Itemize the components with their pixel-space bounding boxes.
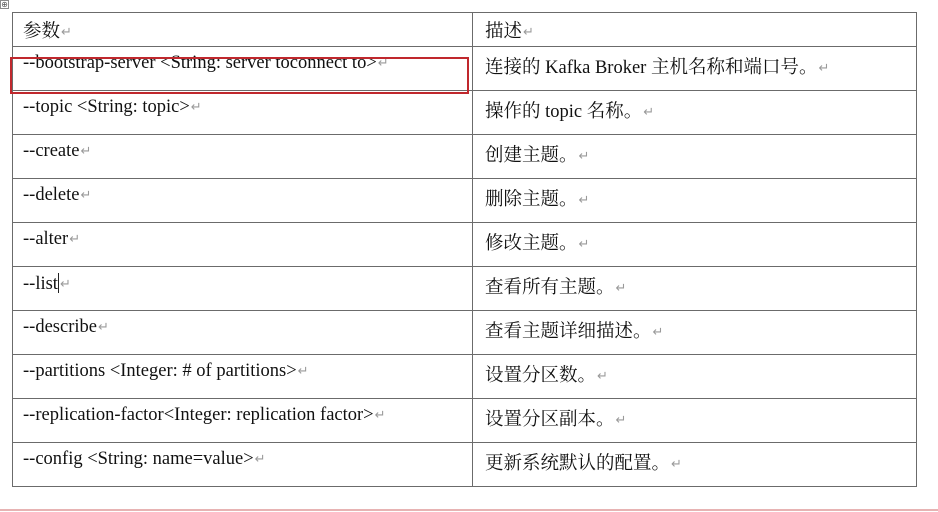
text-cursor	[58, 273, 59, 293]
desc-text: 删除主题。	[485, 190, 578, 210]
param-cell[interactable]	[13, 91, 473, 135]
desc-text: 创建主题。	[485, 146, 578, 166]
paragraph-mark-icon: ↵	[97, 320, 109, 335]
desc-cell[interactable]	[473, 267, 917, 311]
desc-cell[interactable]	[473, 91, 917, 135]
table-row	[13, 223, 917, 267]
param-cell[interactable]	[13, 443, 473, 487]
paragraph-mark-icon: ↵	[374, 408, 386, 423]
paragraph-mark-icon: ↵	[190, 100, 202, 115]
desc-text: 设置分区数。	[485, 366, 597, 386]
desc-cell[interactable]	[473, 443, 917, 487]
paragraph-mark-icon: ↵	[61, 25, 72, 40]
param-text: --describe	[23, 317, 97, 337]
param-cell[interactable]	[13, 223, 473, 267]
table-row	[13, 47, 917, 91]
header-cell-param[interactable]	[13, 13, 473, 47]
paragraph-mark-icon: ↵	[69, 232, 81, 247]
param-text: --delete	[23, 185, 80, 205]
param-text: --topic <String: topic>	[23, 97, 190, 117]
param-text: --create	[23, 141, 80, 161]
param-cell[interactable]	[13, 179, 473, 223]
param-cell[interactable]	[13, 47, 473, 91]
paragraph-mark-icon: ↵	[59, 277, 71, 292]
kafka-topics-parameter-table	[12, 12, 917, 487]
desc-cell[interactable]	[473, 311, 917, 355]
table-header-row	[13, 13, 917, 47]
desc-text: 查看所有主题。	[485, 278, 615, 298]
header-desc-text: 描述	[485, 22, 523, 42]
param-text: --partitions <Integer: # of partitions>	[23, 361, 297, 381]
paragraph-mark-icon: ↵	[578, 237, 590, 252]
paragraph-mark-icon: ↵	[80, 188, 92, 203]
table-row	[13, 443, 917, 487]
paragraph-mark-icon: ↵	[615, 413, 627, 428]
paragraph-mark-icon: ↵	[818, 61, 830, 76]
page-bottom-divider	[0, 509, 938, 511]
desc-cell[interactable]	[473, 179, 917, 223]
param-text: --bootstrap-server <String: server toconnect to>	[23, 53, 377, 73]
paragraph-mark-icon: ↵	[671, 457, 682, 472]
paragraph-mark-icon: ↵	[652, 325, 664, 340]
table-row	[13, 311, 917, 355]
param-text: --replication-factor<Integer: replication factor>	[23, 405, 374, 425]
param-cell[interactable]	[13, 399, 473, 443]
desc-cell[interactable]	[473, 223, 917, 267]
paragraph-mark-icon: ↵	[597, 369, 608, 384]
table-row	[13, 179, 917, 223]
table-row	[13, 355, 917, 399]
paragraph-mark-icon: ↵	[254, 452, 266, 467]
header-param-text: 参数	[23, 22, 61, 42]
paragraph-mark-icon: ↵	[523, 25, 534, 40]
param-text: --list	[23, 274, 58, 294]
table-row	[13, 91, 917, 135]
desc-text: 操作的 topic 名称。	[485, 102, 643, 122]
table-row	[13, 399, 917, 443]
paragraph-mark-icon: ↵	[643, 105, 655, 120]
desc-cell[interactable]	[473, 399, 917, 443]
param-cell[interactable]	[13, 355, 473, 399]
table-move-handle-icon[interactable]: ⊕	[1, 0, 8, 9]
desc-text: 查看主题详细描述。	[485, 322, 652, 342]
param-cell[interactable]	[13, 311, 473, 355]
table-row	[13, 267, 917, 311]
paragraph-mark-icon: ↵	[297, 364, 309, 379]
desc-text: 修改主题。	[485, 234, 578, 254]
paragraph-mark-icon: ↵	[578, 149, 590, 164]
desc-cell[interactable]	[473, 135, 917, 179]
paragraph-mark-icon: ↵	[80, 144, 92, 159]
desc-text: 设置分区副本。	[485, 410, 615, 430]
paragraph-mark-icon: ↵	[377, 56, 389, 71]
table-row	[13, 135, 917, 179]
header-cell-desc[interactable]	[473, 13, 917, 47]
param-cell[interactable]	[13, 135, 473, 179]
desc-cell[interactable]	[473, 47, 917, 91]
param-text: --config <String: name=value>	[23, 449, 254, 469]
param-cell[interactable]	[13, 267, 473, 311]
param-text: --alter	[23, 229, 69, 249]
desc-cell[interactable]	[473, 355, 917, 399]
paragraph-mark-icon: ↵	[615, 281, 627, 296]
paragraph-mark-icon: ↵	[578, 193, 590, 208]
desc-text: 连接的 Kafka Broker 主机名称和端口号。	[485, 58, 818, 78]
desc-text: 更新系统默认的配置。	[485, 454, 671, 474]
